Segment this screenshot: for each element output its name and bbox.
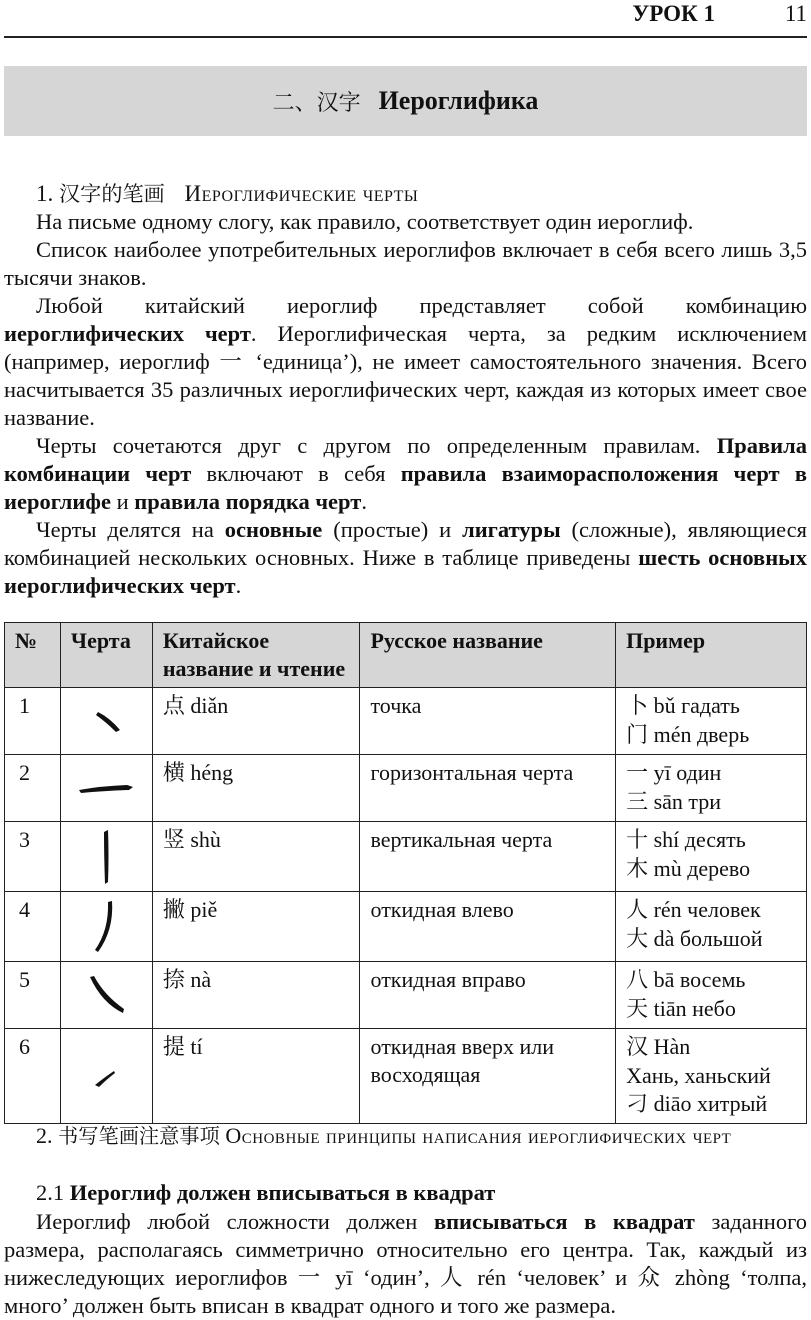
example-char: 门: [626, 723, 649, 748]
bold-term: основные: [224, 517, 323, 542]
example-line: [626, 1033, 798, 1062]
chinese-char: 众: [637, 1265, 665, 1291]
table-header-row: [5, 623, 807, 688]
example-line: [626, 759, 798, 788]
text-run: . Иероглифическая черта, за редким исключением (например, иероглиф: [4, 321, 807, 374]
example-text: mén дверь: [653, 722, 750, 747]
table-row: [5, 822, 807, 892]
strokes-table: [4, 622, 807, 1124]
row-number: 5: [5, 962, 61, 1029]
text-run: .: [361, 489, 367, 514]
dot-stroke-icon: [60, 688, 152, 755]
text-run: Черты делятся на: [36, 517, 225, 542]
example-text: Hàn: [653, 1034, 691, 1059]
russian-name: откидная вправо: [360, 962, 616, 1029]
example-char: 大: [626, 927, 649, 952]
chinese-char: 竖: [162, 828, 185, 853]
table-row: [5, 892, 807, 962]
russian-name: вертикальная черта: [360, 822, 616, 892]
bold-term: лигатуры: [462, 517, 561, 542]
chinese-name: [152, 892, 360, 962]
header-chinese-name: Китайское название и чтение: [152, 623, 360, 688]
example-text: rén человек: [653, 897, 761, 922]
example-text: mù дерево: [653, 856, 751, 881]
pinyin: shù: [190, 827, 221, 852]
table-row: [5, 688, 807, 755]
header-example: Пример: [616, 623, 807, 688]
text-run: yī ‘один’,: [324, 1265, 440, 1290]
chinese-char: 横: [162, 761, 185, 786]
row-number: 4: [5, 892, 61, 962]
subsection-number: 2.1: [36, 1180, 65, 1205]
text-run: и: [110, 489, 135, 514]
pinyin: tí: [190, 1034, 203, 1059]
subsection-title: Иероглиф должен вписываться в квадрат: [69, 1180, 496, 1205]
section-1-number: 1.: [36, 181, 54, 206]
example-text: sān три: [653, 789, 722, 814]
row-number: 6: [5, 1029, 61, 1124]
example-line: [626, 995, 798, 1024]
example-char: 天: [626, 997, 649, 1022]
example-text: shí десять: [653, 827, 746, 852]
pinyin: nà: [190, 967, 212, 992]
text-run: Черты сочетаются друг с другом по определенным правилам.: [36, 433, 717, 458]
chinese-char: 捺: [162, 968, 185, 993]
section-2-number: 2.: [36, 1123, 53, 1148]
row-number: 3: [5, 822, 61, 892]
text-run: rén ‘человек’ и: [467, 1265, 638, 1290]
row-number: 1: [5, 688, 61, 755]
examples: [616, 892, 807, 962]
example-line: [626, 788, 798, 817]
chinese-name: [152, 755, 360, 822]
example-text: yī один: [653, 760, 722, 785]
example-line: [626, 826, 798, 855]
example-char: 八: [626, 968, 649, 993]
header-stroke: Черта: [60, 623, 152, 688]
bold-term: правила порядка черт: [134, 489, 362, 514]
bold-term: шесть основных иероглифических черт: [4, 545, 807, 598]
pinyin: héng: [190, 760, 234, 785]
section-1-title: Иероглифические черты: [184, 181, 419, 206]
example-line: [626, 721, 798, 750]
subsection-2-1-paragraph: [4, 1208, 807, 1320]
subsection-2-1-heading: [36, 1180, 495, 1206]
text-run: (простые) и: [322, 517, 463, 542]
right-falling-stroke-icon: [60, 962, 152, 1029]
example-line: [626, 896, 798, 925]
russian-name: горизонтальная черта: [360, 755, 616, 822]
text-run: (сложные), являющиеся комбинацией нескольких основных. Ниже в таблице приведены: [4, 517, 807, 570]
section-1-chinese: 汉字的笔画: [59, 181, 165, 206]
example-text: tiān небо: [653, 996, 736, 1021]
section-1-heading: [36, 178, 418, 208]
example-char: 木: [626, 857, 649, 882]
section-2-heading: [36, 1122, 806, 1150]
russian-name: откидная вверх или восходящая: [360, 1029, 616, 1124]
row-number: 2: [5, 755, 61, 822]
table-row: [5, 755, 807, 822]
example-char: 人: [626, 898, 649, 923]
rising-stroke-icon: [60, 1029, 152, 1124]
paragraph-1: На письме одному слогу, как правило, соответствует один иероглиф.: [36, 209, 694, 234]
page-number: 11: [784, 1, 807, 26]
text-run: Иероглиф любой сложности должен: [36, 1209, 434, 1234]
example-char: 卜: [626, 694, 649, 719]
chinese-name: [152, 962, 360, 1029]
bold-term: правила взаиморасположения черт в иероглифе: [4, 461, 807, 514]
left-falling-stroke-icon: [60, 892, 152, 962]
example-line: [626, 925, 798, 954]
russian-name: точка: [360, 688, 616, 755]
bold-term: вписываться в квадрат: [433, 1209, 695, 1234]
bold-term: иероглифических черт: [4, 321, 251, 346]
table-row: [5, 962, 807, 1029]
chinese-char: 一: [297, 1265, 325, 1291]
header-russian-name: Русское название: [360, 623, 616, 688]
chinese-char: 提: [162, 1035, 185, 1060]
example-text: dà большой: [653, 926, 763, 951]
section-1-body: [4, 208, 807, 600]
examples: [616, 688, 807, 755]
chinese-char: 点: [162, 694, 185, 719]
chinese-name: [152, 822, 360, 892]
section-2-title: Основные принципы написания иероглифических черт: [225, 1123, 732, 1148]
chinese-char: 一: [219, 349, 246, 375]
example-char: 汉: [626, 1035, 649, 1060]
chinese-char: 人: [439, 1265, 468, 1291]
examples: [616, 962, 807, 1029]
page-header: [4, 0, 807, 38]
example-text: diāo хитрый: [653, 1091, 768, 1116]
example-line: [626, 692, 798, 721]
examples: [616, 822, 807, 892]
horizontal-stroke-icon: [60, 755, 152, 822]
examples: [616, 1029, 807, 1124]
example-text: Хань, ханьский: [626, 1063, 771, 1088]
example-line: [626, 1062, 798, 1090]
example-line: [626, 966, 798, 995]
text-run: включают в себя: [191, 461, 401, 486]
paragraph-5: [4, 516, 807, 600]
chinese-char: 撇: [162, 898, 185, 923]
example-text: bā восемь: [653, 967, 746, 992]
chapter-title: УРОК 1: [632, 1, 715, 26]
pinyin: diǎn: [190, 693, 229, 718]
example-char: 三: [626, 790, 649, 815]
section-banner: [4, 66, 807, 136]
banner-chinese-title: 二、汉字: [272, 90, 361, 116]
example-char: 一: [626, 761, 649, 786]
example-char: 十: [626, 828, 649, 853]
example-line: [626, 855, 798, 884]
paragraph-3: [4, 292, 807, 432]
section-2-chinese: 书写笔画注意事项: [58, 1124, 220, 1148]
russian-name: откидная влево: [360, 892, 616, 962]
header-num: №: [5, 623, 61, 688]
paragraph-2: Список наиболее употребительных иероглифов включает в себя всего лишь 3,5 тысячи знаков.: [4, 237, 807, 290]
paragraph-4: [4, 432, 807, 516]
examples: [616, 755, 807, 822]
banner-russian-title: Иероглифика: [378, 86, 539, 115]
pinyin: piě: [190, 897, 218, 922]
text-run: .: [235, 573, 242, 598]
chinese-name: [152, 688, 360, 755]
chinese-name: [152, 1029, 360, 1124]
example-line: [626, 1090, 798, 1119]
table-row: [5, 1029, 807, 1124]
text-run: zhòng ‘толпа, много’ должен быть вписан в квадрат одного и того же размера.: [4, 1265, 807, 1318]
text-run: ‘единица’), не имеет самостоятельного значения. Всего насчитывается 35 различных иероглифических черт, каждая из которых имеет свое название.: [4, 349, 807, 430]
text-run: Любой китайский иероглиф представляет собой комбинацию: [36, 293, 807, 318]
bold-term: Правила комбинации черт: [4, 433, 807, 486]
text-run: заданного размера, располагаясь симметрично относительно его центра. Так, каждый из нижеследующих иероглифов: [4, 1209, 808, 1290]
vertical-stroke-icon: [60, 822, 152, 892]
example-text: bǔ гадать: [653, 693, 740, 718]
example-char: 刁: [626, 1092, 649, 1117]
